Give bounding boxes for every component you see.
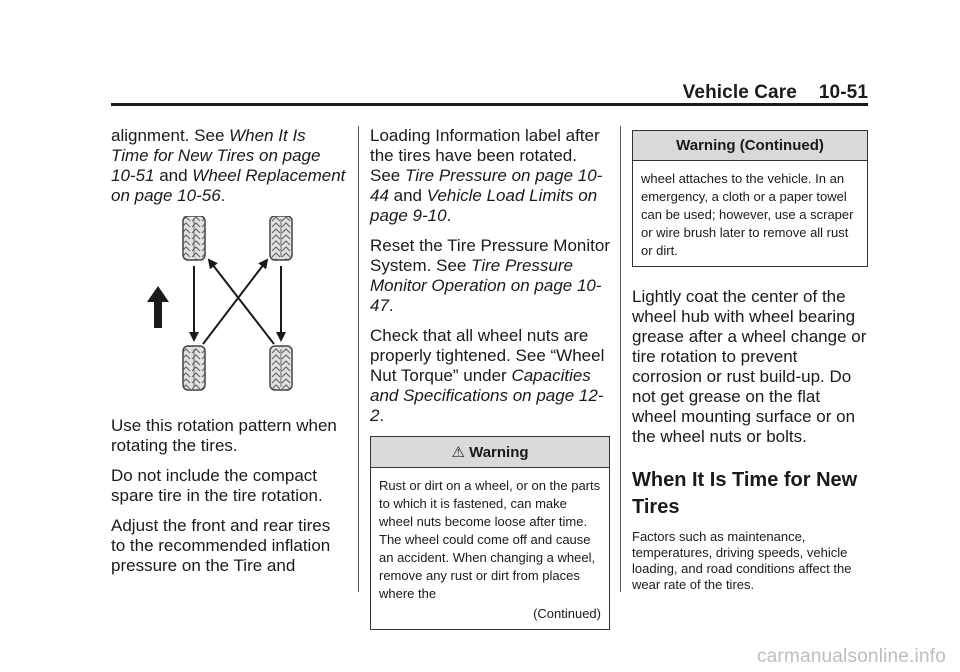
page-number: 10-51 — [818, 82, 868, 103]
paragraph: Lightly coat the center of the wheel hub with wheel bearing grease after a wheel change or tire rotation to prevent corrosion or rust build-up. Do not get grease on the flat wheel mounting surface or on the wheel nuts or bolts. — [632, 287, 867, 446]
warning-body — [371, 468, 609, 629]
column-1 — [111, 126, 346, 586]
cross-reference-link[interactable]: Tire Pressure on page 10-44 — [370, 166, 603, 205]
cross-reference-link[interactable]: When It Is Time for New Tires on page 10-51 — [111, 126, 321, 185]
warning-header: Warning (Continued) — [633, 131, 867, 161]
warning-title: Warning — [469, 444, 529, 461]
tire-rotation-diagram — [111, 216, 346, 406]
warning-icon: ⚠ — [451, 444, 465, 461]
column-2 — [370, 126, 610, 630]
cross-reference-link[interactable]: Wheel Replacement on page 10-56 — [111, 166, 346, 205]
section-heading: When It Is Time for New Tires — [632, 469, 858, 518]
column-3 — [632, 126, 868, 593]
warning-text: Rust or dirt on a wheel, or on the parts to which it is fastened, can make wheel nuts become loose after time. The wheel could come off and cause an accident. When changing a wheel, remove any rust or dirt from places where the — [379, 478, 601, 601]
watermark: carmanualsonline.info — [756, 646, 946, 667]
section-title: Vehicle Care — [682, 82, 797, 103]
continued-label: (Continued) — [533, 606, 601, 621]
paragraph: Reset the Tire Pressure Monitor System. See Tire Pressure Monitor Operation on page 10-47. — [370, 236, 610, 315]
paragraph: Loading Information label after the tires have been rotated. See Tire Pressure on page 10-44 and Vehicle Load Limits on page 9-10. — [370, 126, 603, 225]
paragraph: Adjust the front and rear tires to the recommended inflation pressure on the Tire and — [111, 516, 331, 575]
page-header — [683, 82, 868, 104]
column-divider — [620, 126, 621, 592]
tire-rear-right-icon — [270, 346, 292, 390]
paragraph: Check that all wheel nuts are properly tightened. See “Wheel Nut Torque” under Capacities and Specifications on page 12-2. — [370, 326, 605, 425]
header-rule — [111, 103, 868, 106]
warning-header — [371, 437, 609, 468]
paragraph: Do not include the compact spare tire in the tire rotation. — [111, 466, 323, 505]
rotation-arrow — [209, 260, 274, 344]
column-divider — [358, 126, 359, 592]
paragraph: Factors such as maintenance, temperatures, driving speeds, vehicle loading, and road conditions affect the wear rate of the tires. — [632, 529, 852, 592]
cross-reference-link[interactable]: Vehicle Load Limits on page 9-10 — [370, 186, 598, 225]
tire-front-right-icon — [270, 216, 292, 260]
tire-rotation-pattern — [111, 216, 346, 406]
tire-rear-left-icon — [183, 346, 205, 390]
rotation-arrow — [203, 260, 267, 344]
warning-box-continued — [632, 130, 868, 267]
cross-reference-link[interactable]: Tire Pressure Monitor Operation on page 10-47 — [370, 256, 602, 315]
paragraph: Use this rotation pattern when rotating the tires. — [111, 416, 337, 455]
tire-front-left-icon — [183, 216, 205, 260]
front-direction-arrow-icon — [147, 286, 169, 328]
warning-box — [370, 436, 610, 630]
cross-reference-link[interactable]: Capacities and Specifications on page 12-2 — [370, 366, 604, 425]
warning-text: wheel attaches to the vehicle. In an emergency, a cloth or a paper towel can be used; however, use a scraper or wire brush later to remove all rust or dirt. — [641, 171, 854, 258]
paragraph: alignment. See When It Is Time for New Tires on page 10-51 and Wheel Replacement on page 10-56. — [111, 126, 346, 205]
